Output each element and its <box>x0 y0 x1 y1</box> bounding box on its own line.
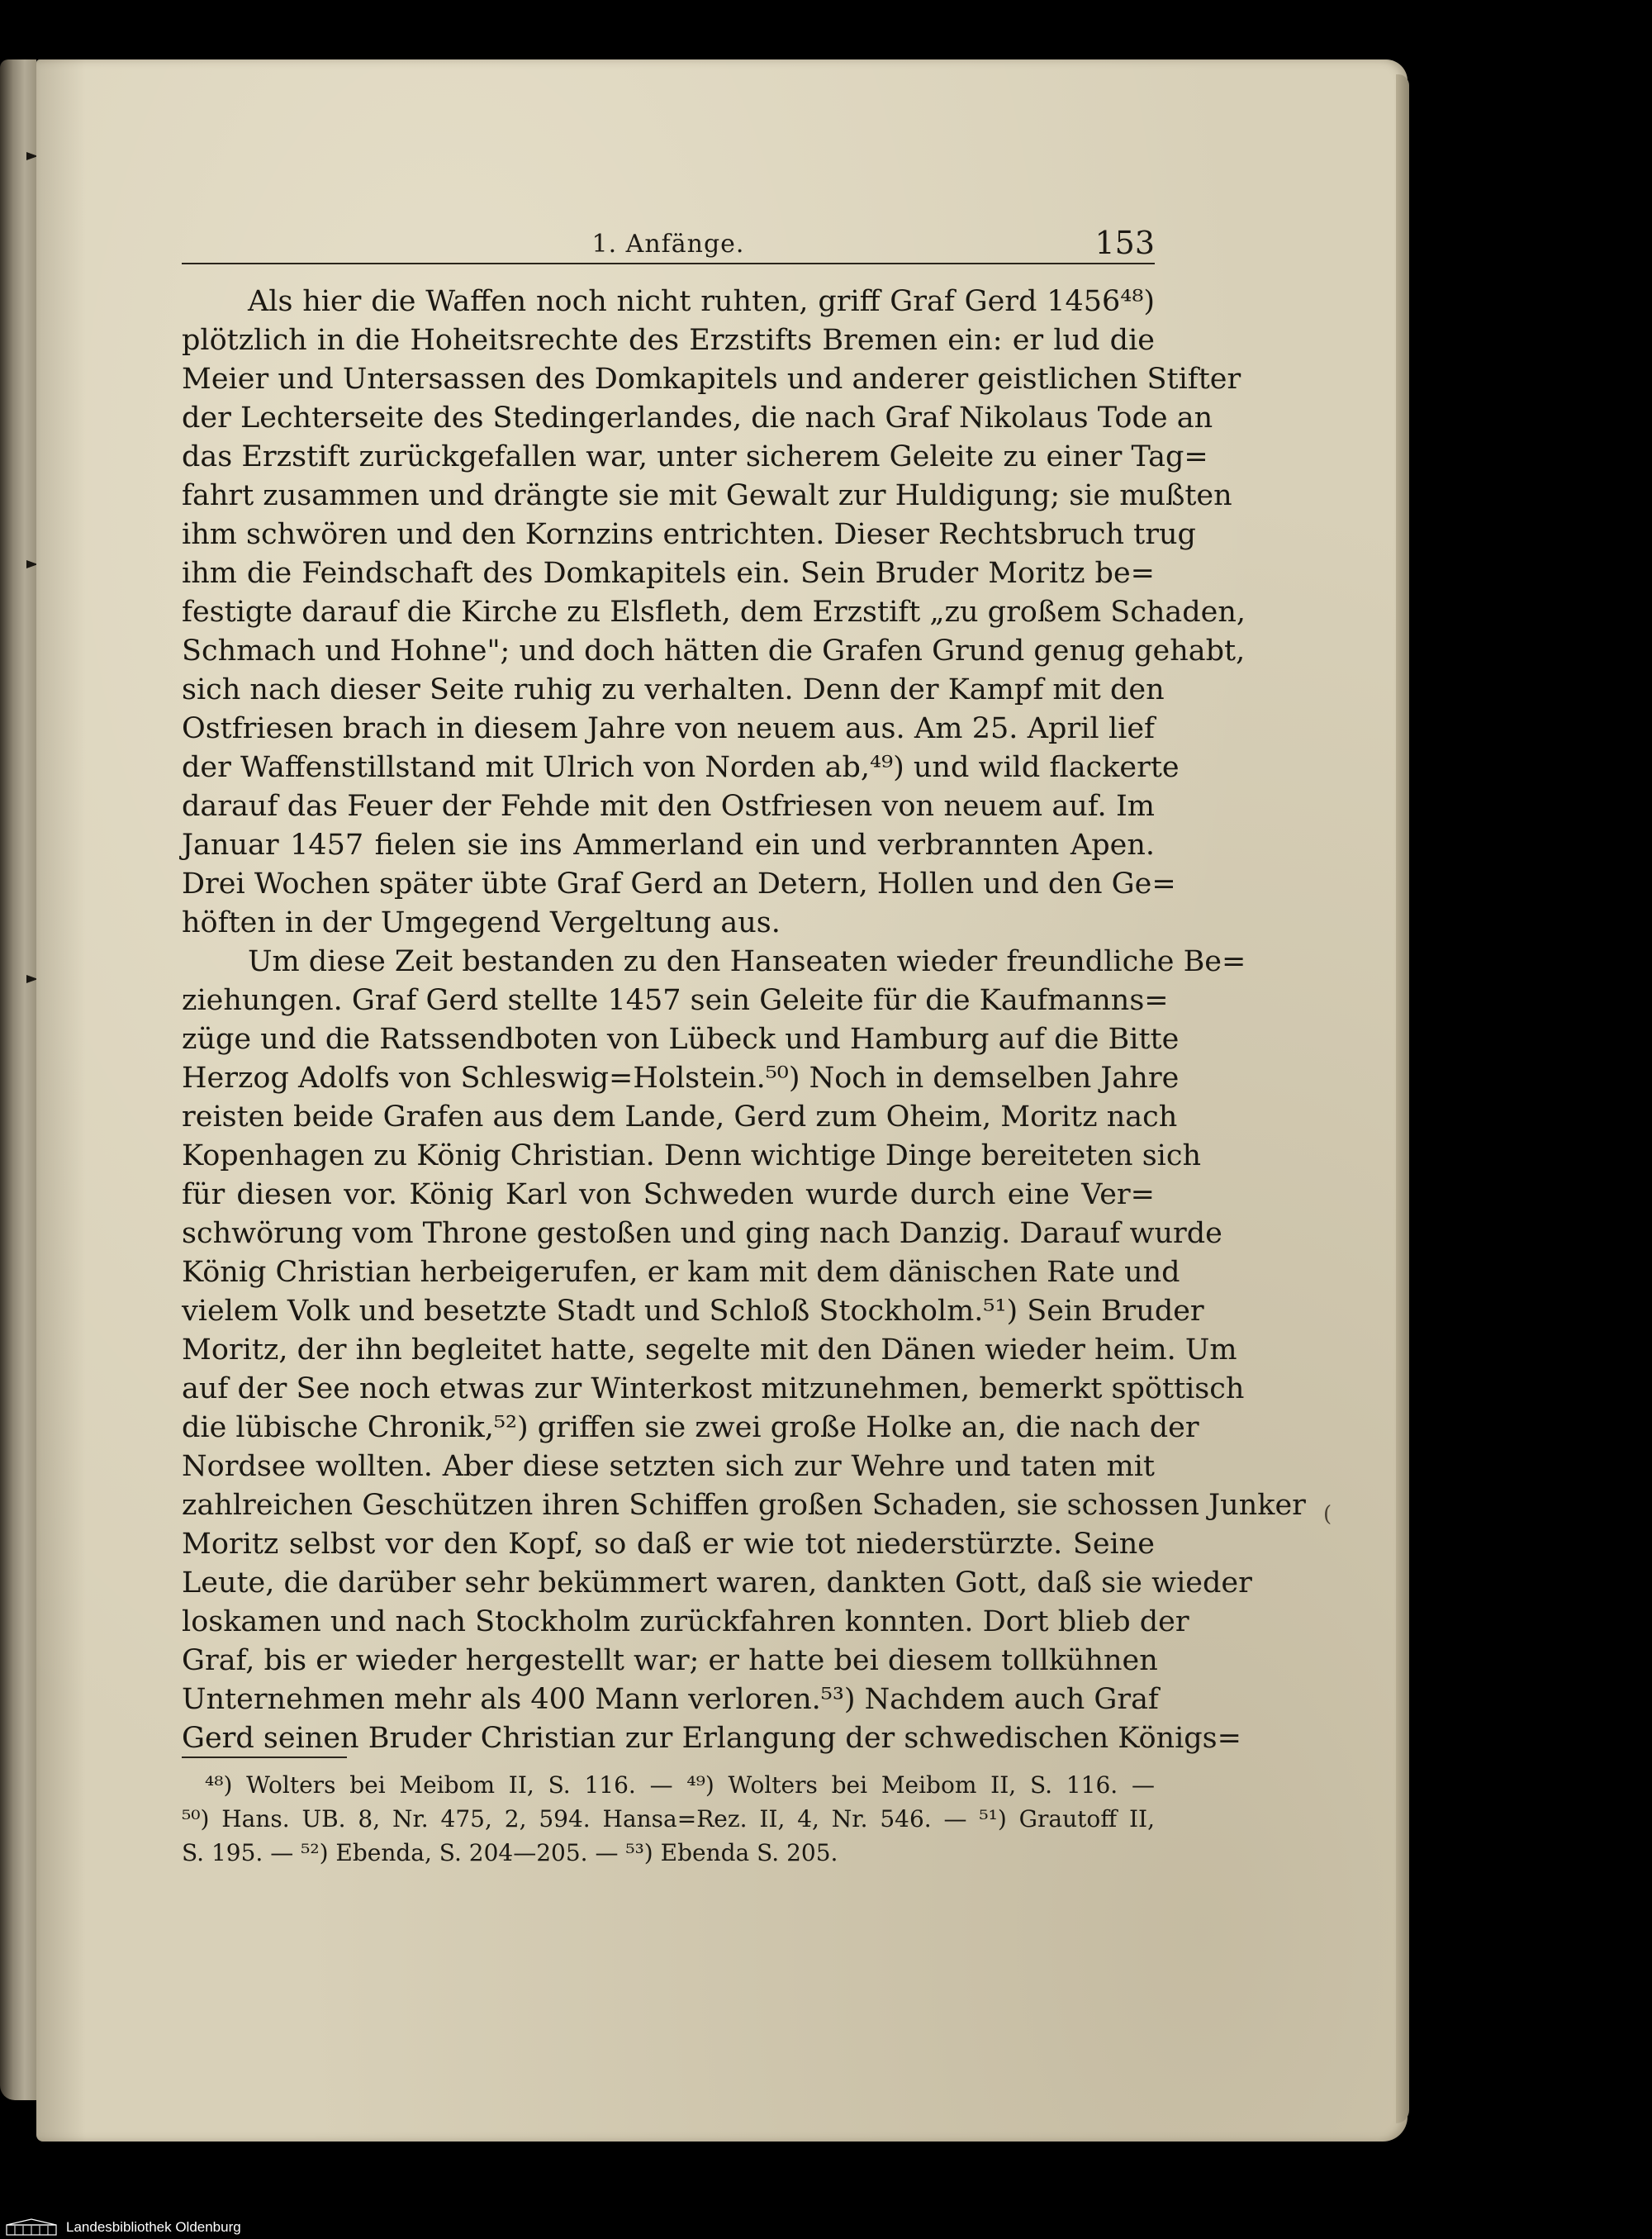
footnote-line: ⁴⁸) Wolters bei Meibom II, S. 116. — ⁴⁹) Wolters bei Meibom II, S. 116. — <box>205 1771 1155 1799</box>
text-line: Schmach und Hohne"; und doch hätten die Grafen Grund genug gehabt, <box>182 635 1246 668</box>
text-line: ihm schwören und den Kornzins entrichten. Dieser Rechtsbruch trug <box>182 518 1196 551</box>
header-rule <box>182 263 1155 264</box>
text-line: auf der See noch etwas zur Winterkost mitzunehmen, bemerkt spöttisch <box>182 1372 1245 1405</box>
text-line: Ostfriesen brach in diesem Jahre von neuem aus. Am 25. April lief <box>182 712 1155 745</box>
paragraph <box>182 283 1246 943</box>
text-line: für diesen vor. König Karl von Schweden wurde durch eine Ver= <box>182 1178 1155 1211</box>
text-line: Gerd seinen Bruder Christian zur Erlangung der schwedischen Königs= <box>182 1722 1241 1755</box>
paragraph <box>182 943 1306 1758</box>
text-line: die lübische Chronik,⁵²) griffen sie zwei große Holke an, die nach der <box>182 1411 1199 1444</box>
text-line: ihm die Feindschaft des Domkapitels ein. Sein Bruder Moritz be= <box>182 557 1155 590</box>
text-line: Herzog Adolfs von Schleswig=Holstein.⁵⁰) Noch in demselben Jahre <box>182 1062 1180 1095</box>
text-line: vielem Volk und besetzte Stadt und Schloß Stockholm.⁵¹) Sein Bruder <box>182 1295 1204 1328</box>
text-line: König Christian herbeigerufen, er kam mit dem dänischen Rate und <box>182 1256 1180 1289</box>
text-line: loskamen und nach Stockholm zurückfahren konnten. Dort blieb der <box>182 1605 1189 1638</box>
text-line: darauf das Feuer der Fehde mit den Ostfriesen von neuem auf. Im <box>182 790 1155 823</box>
text-line: Unternehmen mehr als 400 Mann verloren.⁵³) Nachdem auch Graf <box>182 1683 1159 1716</box>
text-line: der Lechterseite des Stedingerlandes, die nach Graf Nikolaus Tode an <box>182 402 1213 435</box>
body-text <box>182 283 1306 1758</box>
text-line: das Erzstift zurückgefallen war, unter sicherem Geleite zu einer Tag= <box>182 440 1208 473</box>
text-line: sich nach dieser Seite ruhig zu verhalten. Denn der Kampf mit den <box>182 673 1165 706</box>
library-building-icon <box>5 2218 58 2237</box>
footer-bar <box>0 2216 1652 2239</box>
text-line: fahrt zusammen und drängte sie mit Gewalt zur Huldigung; sie mußten <box>182 479 1232 512</box>
text-line: festigte darauf die Kirche zu Elsfleth, dem Erzstift „zu großem Schaden, <box>182 596 1246 629</box>
text-line: Graf, bis er wieder hergestellt war; er hatte bei diesem tollkühnen <box>182 1644 1158 1677</box>
text-line: Januar 1457 fielen sie ins Ammerland ein und verbrannten Apen. <box>182 829 1155 862</box>
text-line: höften in der Umgegend Vergeltung aus. <box>182 906 781 939</box>
previous-page-edge <box>0 59 36 2100</box>
text-line: Meier und Untersassen des Domkapitels und anderer geistlichen Stifter <box>182 363 1241 396</box>
text-line: Moritz selbst vor den Kopf, so daß er wie tot niederstürzte. Seine <box>182 1528 1155 1561</box>
margin-mark: ( <box>1323 1502 1332 1527</box>
text-line: Nordsee wollten. Aber diese setzten sich zur Wehre und taten mit <box>182 1450 1155 1483</box>
text-line: züge und die Ratssendboten von Lübeck und Hamburg auf die Bitte <box>182 1023 1180 1056</box>
text-line: zahlreichen Geschützen ihren Schiffen großen Schaden, sie schossen Junker <box>182 1489 1306 1522</box>
text-line: reisten beide Grafen aus dem Lande, Gerd zum Oheim, Moritz nach <box>182 1100 1178 1134</box>
chapter-title: 1. Anfänge. <box>591 230 745 259</box>
text-line: Drei Wochen später übte Graf Gerd an Detern, Hollen und den Ge= <box>182 868 1176 901</box>
footnote-line: ⁵⁰) Hans. UB. 8, Nr. 475, 2, 594. Hansa=Rez. II, 4, Nr. 546. — ⁵¹) Grautoff II, <box>182 1805 1155 1833</box>
text-line: schwörung vom Throne gestoßen und ging nach Danzig. Darauf wurde <box>182 1217 1222 1250</box>
footnote-line: S. 195. — ⁵²) Ebenda, S. 204—205. — ⁵³) Ebenda S. 205. <box>182 1839 838 1866</box>
text-line: der Waffenstillstand mit Ulrich von Norden ab,⁴⁹) und wild flackerte <box>182 751 1180 784</box>
library-name: Landesbibliothek Oldenburg <box>66 2219 241 2235</box>
text-line: Kopenhagen zu König Christian. Denn wichtige Dinge bereiteten sich <box>182 1139 1202 1172</box>
footnotes <box>182 1768 1155 1870</box>
running-head <box>182 225 1155 264</box>
text-line: ziehungen. Graf Gerd stellte 1457 sein Geleite für die Kaufmanns= <box>182 984 1169 1017</box>
footnote-rule <box>182 1756 347 1758</box>
page-number: 153 <box>1094 225 1155 261</box>
text-line: Um diese Zeit bestanden zu den Hanseaten wieder freundliche Be= <box>248 945 1246 978</box>
text-line: Leute, die darüber sehr bekümmert waren, dankten Gott, daß sie wieder <box>182 1566 1252 1600</box>
text-line: Als hier die Waffen noch nicht ruhten, griff Graf Gerd 1456⁴⁸) <box>248 285 1155 318</box>
page-right-edge <box>1396 74 1409 2123</box>
text-line: Moritz, der ihn begleitet hatte, segelte mit den Dänen wieder heim. Um <box>182 1333 1237 1367</box>
text-line: plötzlich in die Hoheitsrechte des Erzstifts Bremen ein: er lud die <box>182 324 1155 357</box>
